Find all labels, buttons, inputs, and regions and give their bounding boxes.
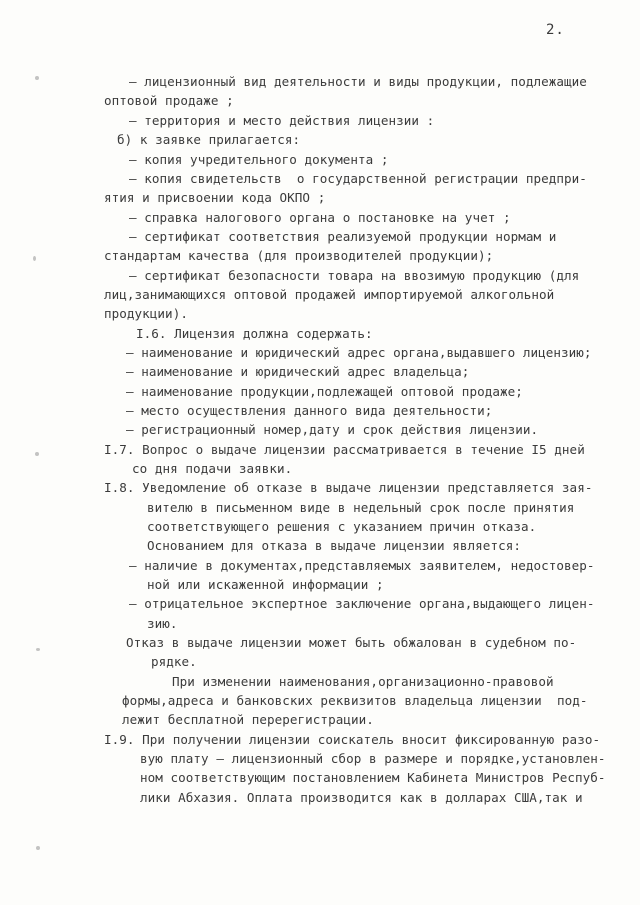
text-line: – сертификат соответствия реализуемой продукции нормам и	[129, 229, 557, 244]
text-line: Отказ в выдаче лицензии может быть обжалован в судебном по-	[126, 635, 577, 650]
paper-speck	[35, 76, 39, 80]
text-line: б) к заявке прилагается:	[117, 132, 301, 147]
text-line: – место осуществления данного вида деятельности;	[126, 403, 493, 418]
text-line: оптовой продаже ;	[104, 93, 234, 108]
text-line: При изменении наименования,организационно-правовой	[172, 674, 554, 689]
text-line: – лицензионный вид деятельности и виды продукции, подлежащие	[129, 74, 587, 89]
section-heading: I.7. Вопрос о выдаче лицензии рассматривается в течение I5 дней	[104, 442, 585, 457]
text-line: – наличие в документах,представляемых заявителем, недостовер-	[129, 558, 595, 573]
text-line: стандартам качества (для производителей продукции);	[104, 248, 494, 263]
text-line: – отрицательное экспертное заключение органа,выдающего лицен-	[129, 596, 595, 611]
text-line: ном соответствующим постановлением Кабинета Министров Респуб-	[140, 770, 606, 785]
text-line: соответствующего решения с указанием причин отказа.	[147, 519, 537, 534]
paper-speck	[35, 452, 39, 456]
text-line: вителю в письменном виде в недельный срок после принятия	[147, 500, 575, 515]
text-line: – наименование продукции,подлежащей оптовой продаже;	[126, 384, 523, 399]
text-line: – копия свидетельств о государственной регистрации предпри-	[129, 171, 587, 186]
text-line: продукции).	[104, 306, 188, 321]
text-line: – территория и место действия лицензии :	[129, 113, 435, 128]
paper-speck	[36, 846, 40, 850]
text-line: ной или искаженной информации ;	[147, 577, 384, 592]
text-line: – наименование и юридический адрес владельца;	[126, 364, 470, 379]
page-number: 2.	[546, 22, 565, 38]
text-line: зию.	[147, 616, 178, 631]
text-line: Основанием для отказа в выдаче лицензии является:	[147, 538, 521, 553]
text-line: лежит бесплатной перерегистрации.	[122, 712, 374, 727]
paper-speck	[36, 648, 40, 651]
text-line: рядке.	[151, 654, 197, 669]
text-line: со дня подачи заявки.	[132, 461, 293, 476]
text-line: – справка налогового органа о постановке на учет ;	[129, 210, 511, 225]
text-line: – регистрационный номер,дату и срок действия лицензии.	[126, 422, 539, 437]
section-heading: I.6. Лицензия должна содержать:	[136, 326, 373, 341]
text-line: – наименование и юридический адрес органа,выдавшего лицензию;	[126, 345, 592, 360]
section-heading: I.9. При получении лицензии соискатель вносит фиксированную разо-	[104, 732, 601, 747]
text-line: ятия и присвоении кода ОКПО ;	[104, 190, 326, 205]
section-heading: I.8. Уведомление об отказе в выдаче лицензии представляется зая-	[104, 480, 593, 495]
text-line: лиц,занимающихся оптовой продажей импортируемой алкогольной	[104, 287, 555, 302]
text-line: вую плату – лицензионный сбор в размере и порядке,установлен-	[140, 751, 606, 766]
text-line: – сертификат безопасности товара на ввозимую продукцию (для	[129, 268, 580, 283]
text-line: лики Абхазия. Оплата производится как в долларах США,так и	[140, 790, 583, 805]
text-line: формы,адреса и банковских реквизитов владельца лицензии под-	[122, 693, 588, 708]
text-line: – копия учредительного документа ;	[129, 152, 389, 167]
paper-speck	[33, 256, 36, 261]
